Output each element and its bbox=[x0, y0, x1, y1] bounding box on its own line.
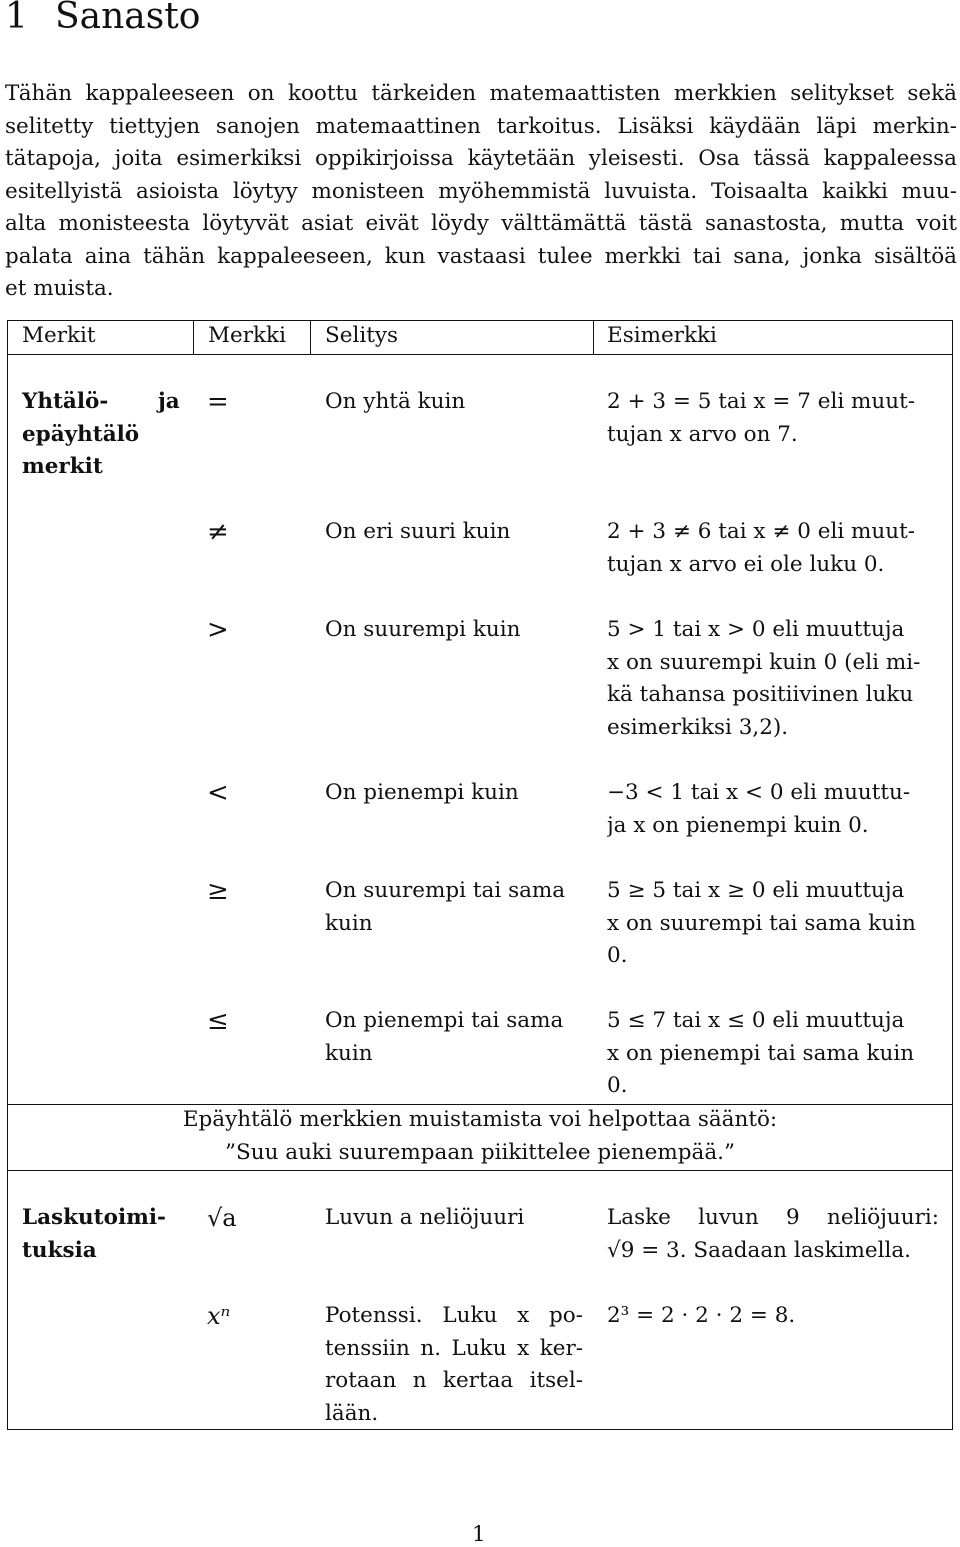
example-line: x on suurempi kuin 0 (eli mi- bbox=[607, 649, 921, 675]
section-heading bbox=[5, 0, 200, 37]
note-line: Epäyhtälö merkkien muistamista voi helpottaa sääntö: bbox=[182, 1107, 778, 1132]
note-line: ”Suu auki suurempaan piikittelee pienempää.” bbox=[225, 1139, 735, 1165]
example bbox=[607, 1300, 939, 1333]
example-line: x on pienempi tai sama kuin bbox=[607, 1040, 915, 1066]
desc-line: kuin bbox=[325, 910, 373, 936]
symbol-not-equal: ≠ bbox=[207, 517, 229, 547]
example-line: kä tahansa positiivinen luku bbox=[607, 682, 914, 707]
desc: On eri suuri kuin bbox=[325, 519, 511, 544]
header-col-divider bbox=[593, 320, 594, 354]
header-merkit: Merkit bbox=[22, 323, 96, 348]
symbol-greater-than: > bbox=[207, 615, 229, 645]
example-line: esimerkiksi 3,2). bbox=[607, 714, 789, 740]
group-label: epäyhtälö bbox=[22, 422, 140, 447]
group-label-line: Laskutoimi- bbox=[22, 1205, 166, 1230]
example bbox=[607, 875, 939, 973]
header-selitys: Selitys bbox=[325, 323, 399, 348]
desc bbox=[325, 875, 565, 940]
intro-line: tätapoja, joita esimerkiksi oppikirjoissa käytetään yleisesti. Osa tässä kappaleessa bbox=[5, 146, 957, 171]
desc: On pienempi kuin bbox=[325, 780, 519, 805]
desc-line: rotaan n kertaa itsel- bbox=[325, 1368, 583, 1393]
intro-line: palata aina tähän kappaleeseen, kun vastaasi tulee merkki tai sana, jonka sisältöä bbox=[5, 244, 957, 269]
square-root-symbol: √a bbox=[207, 1204, 237, 1232]
section-number: 1 bbox=[5, 0, 28, 37]
group-label: merkit bbox=[22, 454, 103, 479]
symbol-greater-or-equal: ≥ bbox=[207, 876, 229, 906]
example-line: √9 = 3. Saadaan laskimella. bbox=[607, 1237, 912, 1263]
symbol-less-than: < bbox=[207, 778, 229, 808]
desc bbox=[325, 1300, 583, 1430]
group-label bbox=[22, 1202, 166, 1267]
example-line: −3 < 1 tai x < 0 eli muuttu- bbox=[607, 780, 911, 805]
example-line: 5 ≥ 5 tai x ≥ 0 eli muuttuja bbox=[607, 878, 905, 903]
example-line: tujan x arvo ei ole luku 0. bbox=[607, 551, 885, 577]
example bbox=[607, 386, 939, 451]
example bbox=[607, 614, 939, 744]
header-col-divider bbox=[193, 320, 194, 354]
example-line: 2 + 3 ≠ 6 tai x ≠ 0 eli muut- bbox=[607, 519, 916, 544]
header-divider bbox=[7, 354, 953, 355]
intro-line: et muista. bbox=[5, 276, 114, 301]
example-line: Laske luvun 9 neliöjuuri: bbox=[607, 1205, 939, 1230]
example-line: tujan x arvo on 7. bbox=[607, 421, 798, 447]
desc-line: On suurempi tai sama bbox=[325, 878, 566, 903]
desc bbox=[325, 1005, 563, 1070]
desc: On suurempi kuin bbox=[325, 617, 521, 642]
page-number: 1 bbox=[472, 1522, 486, 1547]
example-line: x on suurempi tai sama kuin bbox=[607, 910, 916, 936]
desc-line: Potenssi. Luku x po- bbox=[325, 1303, 583, 1328]
example bbox=[607, 777, 939, 842]
example-line: 2³ = 2 · 2 · 2 = 8. bbox=[607, 1303, 796, 1328]
header-col-divider bbox=[310, 320, 311, 354]
mnemonic-note bbox=[7, 1104, 953, 1169]
group-label-line: tuksia bbox=[22, 1237, 97, 1263]
desc: On yhtä kuin bbox=[325, 389, 466, 414]
desc-line: On pienempi tai sama bbox=[325, 1008, 564, 1033]
example-line: 0. bbox=[607, 943, 628, 968]
symbol-less-or-equal: ≤ bbox=[207, 1006, 229, 1036]
example bbox=[607, 1202, 939, 1267]
example-line: 0. bbox=[607, 1073, 628, 1098]
section-title: Sanasto bbox=[55, 0, 201, 37]
group-label: Yhtälö- bbox=[22, 389, 109, 414]
power-symbol: xⁿ bbox=[207, 1302, 231, 1330]
desc: Luvun a neliöjuuri bbox=[325, 1205, 525, 1230]
intro-line: esitellyistä asioista löytyy monisteen myöhemmistä luvuista. Toisaalta kaikki muu- bbox=[5, 179, 957, 204]
header-merkki: Merkki bbox=[208, 323, 286, 348]
note-bottom-divider bbox=[7, 1170, 953, 1171]
example-line: 5 ≤ 7 tai x ≤ 0 eli muuttuja bbox=[607, 1008, 905, 1033]
example-line: 5 > 1 tai x > 0 eli muuttuja bbox=[607, 617, 905, 642]
intro-line: alta monisteesta löytyvät asiat eivät löydy välttämättä tästä sanastosta, mutta voit bbox=[5, 211, 957, 236]
example-line: ja x on pienempi kuin 0. bbox=[607, 812, 869, 838]
symbol-equals: = bbox=[207, 387, 229, 417]
intro-line: selitetty tiettyjen sanojen matemaattinen tarkoitus. Lisäksi käydään läpi merkin- bbox=[5, 114, 957, 139]
desc-line: kuin bbox=[325, 1040, 373, 1066]
desc-line: tenssiin n. Luku x ker- bbox=[325, 1335, 583, 1361]
intro-line: Tähän kappaleeseen on koottu tärkeiden matemaattisten merkkien selitykset sekä bbox=[5, 81, 957, 106]
example bbox=[607, 1005, 939, 1103]
group-label: ja bbox=[158, 389, 180, 414]
header-esimerkki: Esimerkki bbox=[607, 323, 717, 348]
example bbox=[607, 516, 939, 581]
desc-line: lään. bbox=[325, 1400, 379, 1426]
example-line: 2 + 3 = 5 tai x = 7 eli muut- bbox=[607, 389, 916, 414]
